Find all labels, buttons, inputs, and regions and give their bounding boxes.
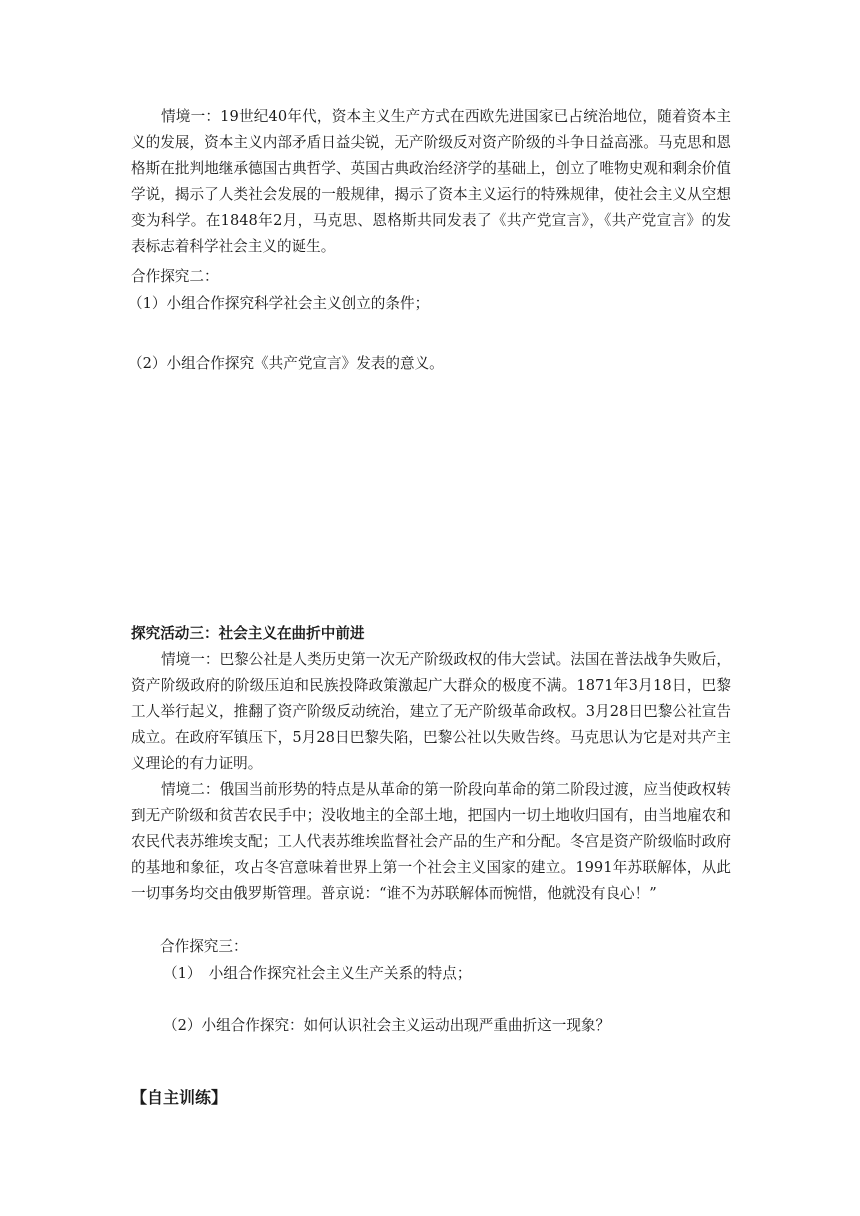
- activity-three-heading: 探究活动三：社会主义在曲折中前进: [131, 625, 365, 642]
- activity-three-scenario-2: 情境二：俄国当前形势的特点是从革命的第一阶段向革命的第二阶段过渡，应当使政权转到无产阶级和贫苦农民手中；没收地主的全部土地，把国内一切土地收归国有，由当地雇农和农民代表苏维埃支配；工人代表苏维埃监督社会产品的生产和分配。冬宫是资产阶级临时政府的基地和象征，攻占冬宫意味着世界上第一个社会主义国家的建立。1991年苏联解体，从此一切事务均交由俄罗斯管理。普京说：“谁不为苏联解体而惋惜，他就没有良心！”: [131, 781, 731, 902]
- self-training-heading: 【自主训练】: [131, 1088, 228, 1107]
- inquiry-three-title: 合作探究三：: [160, 938, 248, 955]
- activity-three-body: [131, 647, 731, 907]
- inquiry-three-question-2: （2）小组合作探究：如何认识社会主义运动出现严重曲折这一现象？: [163, 1017, 611, 1034]
- inquiry-two-title: 合作探究二：: [131, 268, 219, 285]
- inquiry-two-question-2: （2）小组合作探究《共产党宣言》发表的意义。: [128, 355, 444, 372]
- inquiry-three-question-1: （1） 小组合作探究社会主义生产关系的特点；: [163, 965, 472, 982]
- scenario-one-paragraph: 情境一：19世纪40年代，资本主义生产方式在西欧先进国家已占统治地位，随着资本主义的发展，资本主义内部矛盾日益尖锐，无产阶级反对资产阶级的斗争日益高涨。马克思和恩格斯在批判地继承德国古典哲学、英国古典政治经济学的基础上，创立了唯物史观和剩余价值学说，揭示了人类社会发展的一般规律，揭示了资本主义运行的特殊规律，使社会主义从空想变为科学。在1848年2月，马克思、恩格斯共同发表了《共产党宣言》，《共产党宣言》的发表标志着科学社会主义的诞生。: [131, 108, 731, 255]
- activity-three-scenario-1: 情境一：巴黎公社是人类历史第一次无产阶级政权的伟大尝试。法国在普法战争失败后，资产阶级政府的阶级压迫和民族投降政策激起广大群众的极度不满。1871年3月18日，巴黎工人举行起义，推翻了资产阶级反动统治，建立了无产阶级革命政权。3月28日巴黎公社宣告成立。在政府军镇压下，5月28日巴黎失陷，巴黎公社以失败告终。马克思认为它是对共产主义理论的有力证明。: [131, 651, 731, 772]
- inquiry-two-question-1: （1）小组合作探究科学社会主义创立的条件；: [128, 295, 430, 312]
